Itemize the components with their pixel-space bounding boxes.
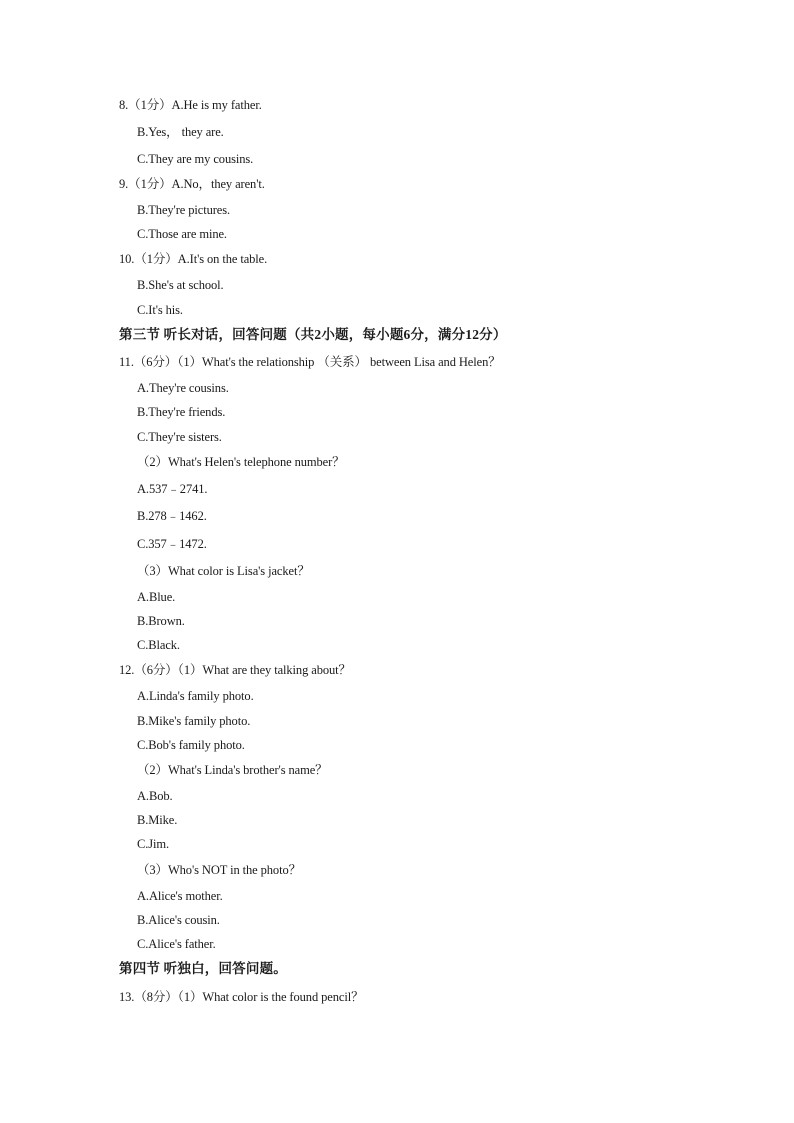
option-c: C.They are my cousins. [137,152,254,166]
option-c: C.Alice's father. [137,937,216,951]
option-a: A.They're cousins. [137,381,229,395]
option-c: C.Those are mine. [137,227,227,241]
option-a: A.Bob. [137,789,173,803]
question-8: 8.（1分）A.He is my father. [119,98,262,112]
question-12: 12.（6分）（1）What are they talking about？ [119,663,351,677]
sub-question: （3）Who's NOT in the photo？ [137,863,301,877]
option-b: B.Brown. [137,614,185,628]
option-a: A.537﹣2741. [137,482,208,496]
section-3-heading: 第三节 听长对话，回答问题（共2小题，每小题6分，满分12分） [119,327,507,342]
option-c: C.357﹣1472. [137,537,207,551]
option-c: C.Bob's family photo. [137,738,245,752]
question-10: 10.（1分）A.It's on the table. [119,252,268,266]
option-c: C.Black. [137,638,180,652]
option-b: B.She's at school. [137,278,224,292]
option-b: B.Yes， they are. [137,125,224,139]
option-b: B.They're friends. [137,405,226,419]
option-c: C.It's his. [137,303,183,317]
option-a: A.Alice's mother. [137,889,223,903]
option-b: B.278﹣1462. [137,509,207,523]
question-11: 11.（6分）（1）What's the relationship （关系） between Lisa and Helen？ [119,355,501,369]
option-a: A.Linda's family photo. [137,689,254,703]
question-13: 13.（8分）（1）What color is the found pencil？ [119,990,364,1004]
option-a: A.Blue. [137,590,176,604]
section-4-heading: 第四节 听独白，回答问题。 [119,961,287,976]
option-b: B.Alice's cousin. [137,913,220,927]
sub-question: （2）What's Linda's brother's name？ [137,763,328,777]
option-b: B.They're pictures. [137,203,231,217]
option-c: C.They're sisters. [137,430,222,444]
option-b: B.Mike. [137,813,178,827]
sub-question: （3）What color is Lisa's jacket？ [137,564,310,578]
option-c: C.Jim. [137,837,170,851]
option-b: B.Mike's family photo. [137,714,251,728]
question-9: 9.（1分）A.No，they aren't. [119,177,265,191]
sub-question: （2）What's Helen's telephone number？ [137,455,345,469]
